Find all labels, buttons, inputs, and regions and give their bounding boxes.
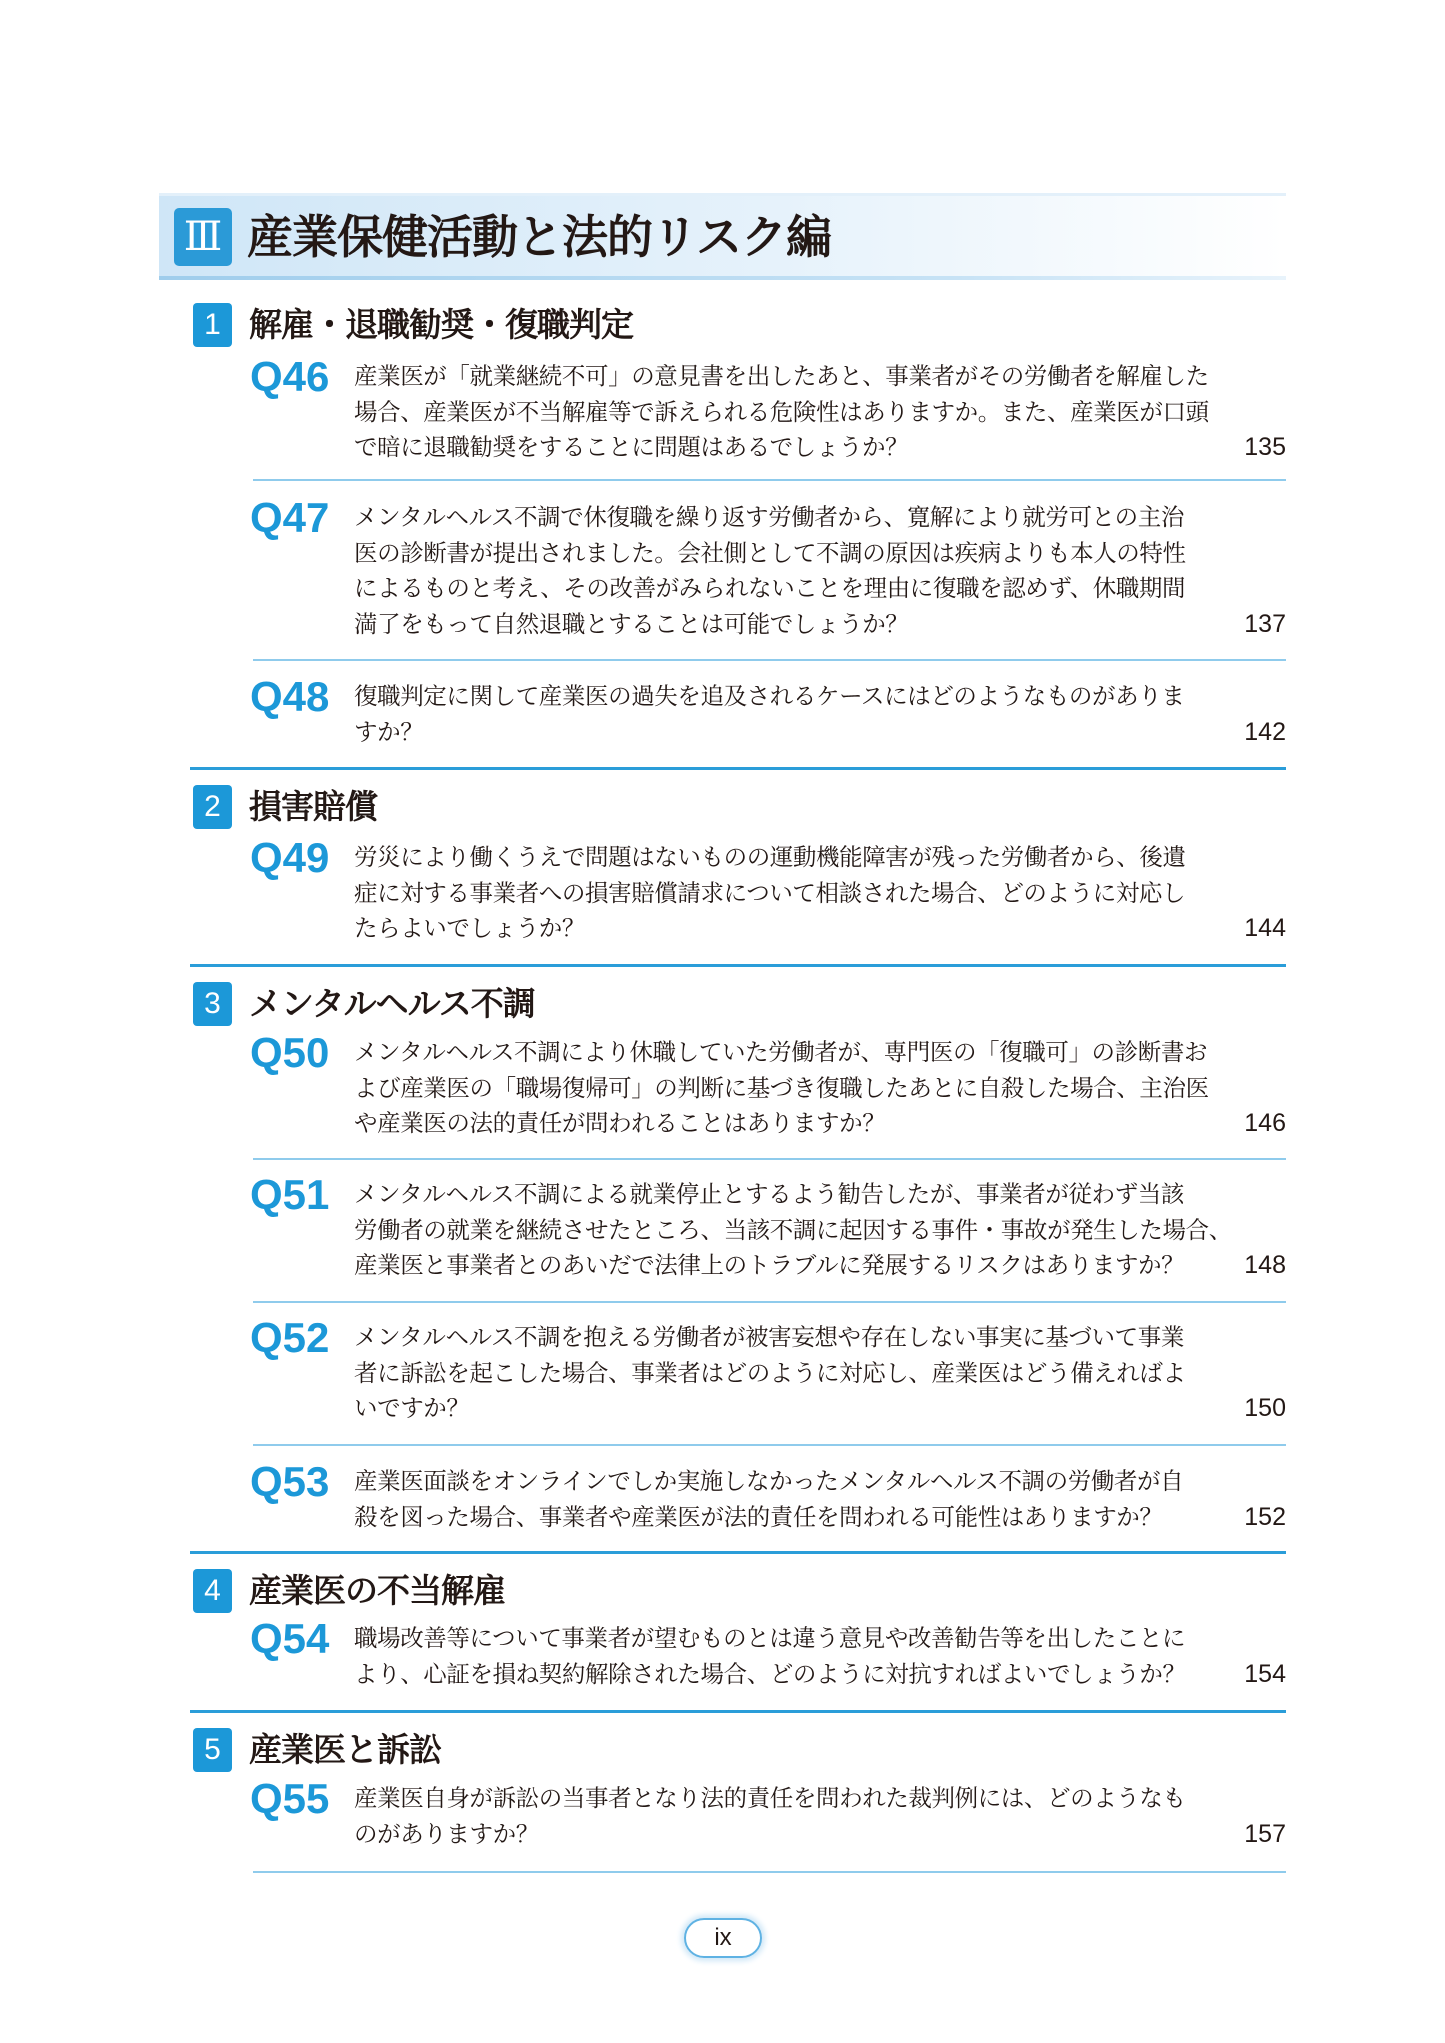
question-text-line: メンタルヘルス不調により休職していた労働者が、専門医の「復職可」の診断書お [354,1038,1208,1066]
question-text [354,1464,1183,1535]
page-reference[interactable]: 144 [1244,914,1286,942]
toc-entry[interactable] [250,1171,1286,1284]
question-number: Q54 [250,1615,330,1662]
toc-entry[interactable] [250,673,1286,750]
toc-entry[interactable] [250,353,1286,466]
question-text [354,1035,1209,1142]
section-title: 解雇・退職勧奨・復職判定 [249,305,633,344]
entry-divider [253,1301,1286,1303]
part-title: 産業保健活動と法的リスク編 [247,210,832,264]
toc-entry[interactable] [250,494,1286,642]
question-number: Q49 [250,834,330,881]
section-title: 損害賠償 [249,787,377,826]
question-text-line: 産業医と事業者とのあいだで法律上のトラブルに発展するリスクはありますか？ [354,1251,1185,1279]
page-number: ix [684,1918,762,1958]
page-reference[interactable]: 137 [1244,609,1286,638]
page-reference[interactable]: 146 [1244,1109,1286,1137]
question-text-line: で暗に退職勧奨をすることに問題はあるでしょうか？ [354,433,909,461]
section-number-badge: 5 [193,1728,232,1772]
question-text-line: 者に訴訟を起こした場合、事業者はどのように対応し、産業医はどう備えればよ [354,1358,1186,1387]
question-text-line: すか？ [354,717,424,746]
entry-divider [253,479,1286,481]
section-divider [190,1710,1286,1713]
question-text-line: や産業医の法的責任が問われることはありますか？ [354,1109,886,1137]
question-text-line: 職場改善等について事業者が望むものとは違う意見や改善勧告等を出したことに [354,1624,1186,1652]
question-number: Q48 [250,673,330,720]
page-reference[interactable]: 142 [1244,717,1286,746]
section-divider [190,1551,1286,1554]
question-text-line: いですか？ [354,1394,470,1422]
question-text-line: メンタルヘルス不調で休復職を繰り返す労働者から、寛解により就労可との主治 [354,503,1184,531]
part-header-underline [159,276,1286,280]
question-text-line: たらよいでしょうか？ [354,914,585,942]
question-text-line: 労働者の就業を継続させたところ、当該不調に起因する事件・事故が発生した場合、 [354,1215,1232,1244]
page-reference[interactable]: 154 [1244,1659,1286,1688]
toc-entry[interactable] [250,1458,1286,1535]
question-text-line: 満了をもって自然退職とすることは可能でしょうか？ [354,609,909,638]
section-number-badge: 2 [193,785,232,829]
question-number: Q52 [250,1314,330,1361]
question-text-line: よび産業医の「職場復帰可」の判断に基づき復職したあとに自殺した場合、主治医 [354,1073,1209,1102]
question-number: Q46 [250,353,330,400]
page-reference[interactable]: 152 [1244,1502,1286,1531]
page-reference[interactable]: 157 [1244,1819,1286,1848]
section-number-badge: 3 [193,982,232,1026]
entry-divider [253,1871,1286,1873]
question-number: Q50 [250,1029,330,1076]
question-text [354,500,1186,642]
question-text-line: 症に対する事業者への損害賠償請求について相談された場合、どのように対応し [354,878,1186,907]
toc-entry[interactable] [250,834,1286,947]
toc-entry[interactable] [250,1775,1286,1852]
question-text-line: によるものと考え、その改善がみられないことを理由に復職を認めず、休職期間 [354,574,1186,602]
question-text-line: 復職判定に関して産業医の過失を追及されるケースにはどのようなものがありま [354,682,1185,710]
question-text [354,359,1209,466]
question-text-line: 産業医が「就業継続不可」の意見書を出したあと、事業者がその労働者を解雇した [354,362,1209,390]
question-text-line: メンタルヘルス不調による就業停止とするよう勧告したが、事業者が従わず当該 [354,1180,1184,1208]
toc-entry[interactable] [250,1029,1286,1142]
page-reference[interactable]: 135 [1244,433,1286,461]
entry-divider [253,1158,1286,1160]
section-number-badge: 1 [193,303,232,347]
question-text [354,1177,1232,1284]
question-text-line: 医の診断書が提出されました。会社側として不調の原因は疾病よりも本人の特性 [354,538,1186,567]
section-title: 産業医の不当解雇 [249,1571,505,1610]
question-number: Q55 [250,1775,330,1822]
part-number-badge: Ⅲ [174,208,232,266]
section-divider [190,964,1286,967]
question-number: Q47 [250,494,330,541]
question-text-line: 労災により働くうえで問題はないものの運動機能障害が残った労働者から、後遺 [354,843,1186,871]
question-text [354,679,1184,750]
section-divider [190,767,1286,770]
section-title: メンタルヘルス不調 [249,984,535,1023]
toc-entry[interactable] [250,1615,1286,1692]
question-number: Q51 [250,1171,330,1218]
question-text [354,1320,1186,1427]
question-text-line: 産業医自身が訴訟の当事者となり法的責任を問われた裁判例には、どのようなも [354,1784,1186,1812]
question-text-line: 産業医面談をオンラインでしか実施しなかったメンタルヘルス不調の労働者が自 [354,1467,1184,1495]
page-reference[interactable]: 148 [1244,1251,1286,1279]
entry-divider [253,659,1286,661]
question-text [354,1621,1186,1692]
question-text [354,840,1186,947]
question-text-line: 場合、産業医が不当解雇等で訴えられる危険性はありますか。また、産業医が口頭 [354,397,1209,426]
question-text-line: 殺を図った場合、事業者や産業医が法的責任を問われる可能性はありますか？ [354,1502,1163,1531]
question-text-line: のがありますか？ [354,1819,539,1848]
page-reference[interactable]: 150 [1244,1394,1286,1422]
question-text-line: より、心証を損ね契約解除された場合、どのように対抗すればよいでしょうか？ [354,1659,1186,1688]
section-title: 産業医と訴訟 [249,1730,441,1769]
question-text [354,1781,1186,1852]
section-number-badge: 4 [193,1569,232,1613]
entry-divider [253,1444,1286,1446]
question-number: Q53 [250,1458,330,1505]
toc-entry[interactable] [250,1314,1286,1427]
question-text-line: メンタルヘルス不調を抱える労働者が被害妄想や存在しない事実に基づいて事業 [354,1323,1184,1351]
